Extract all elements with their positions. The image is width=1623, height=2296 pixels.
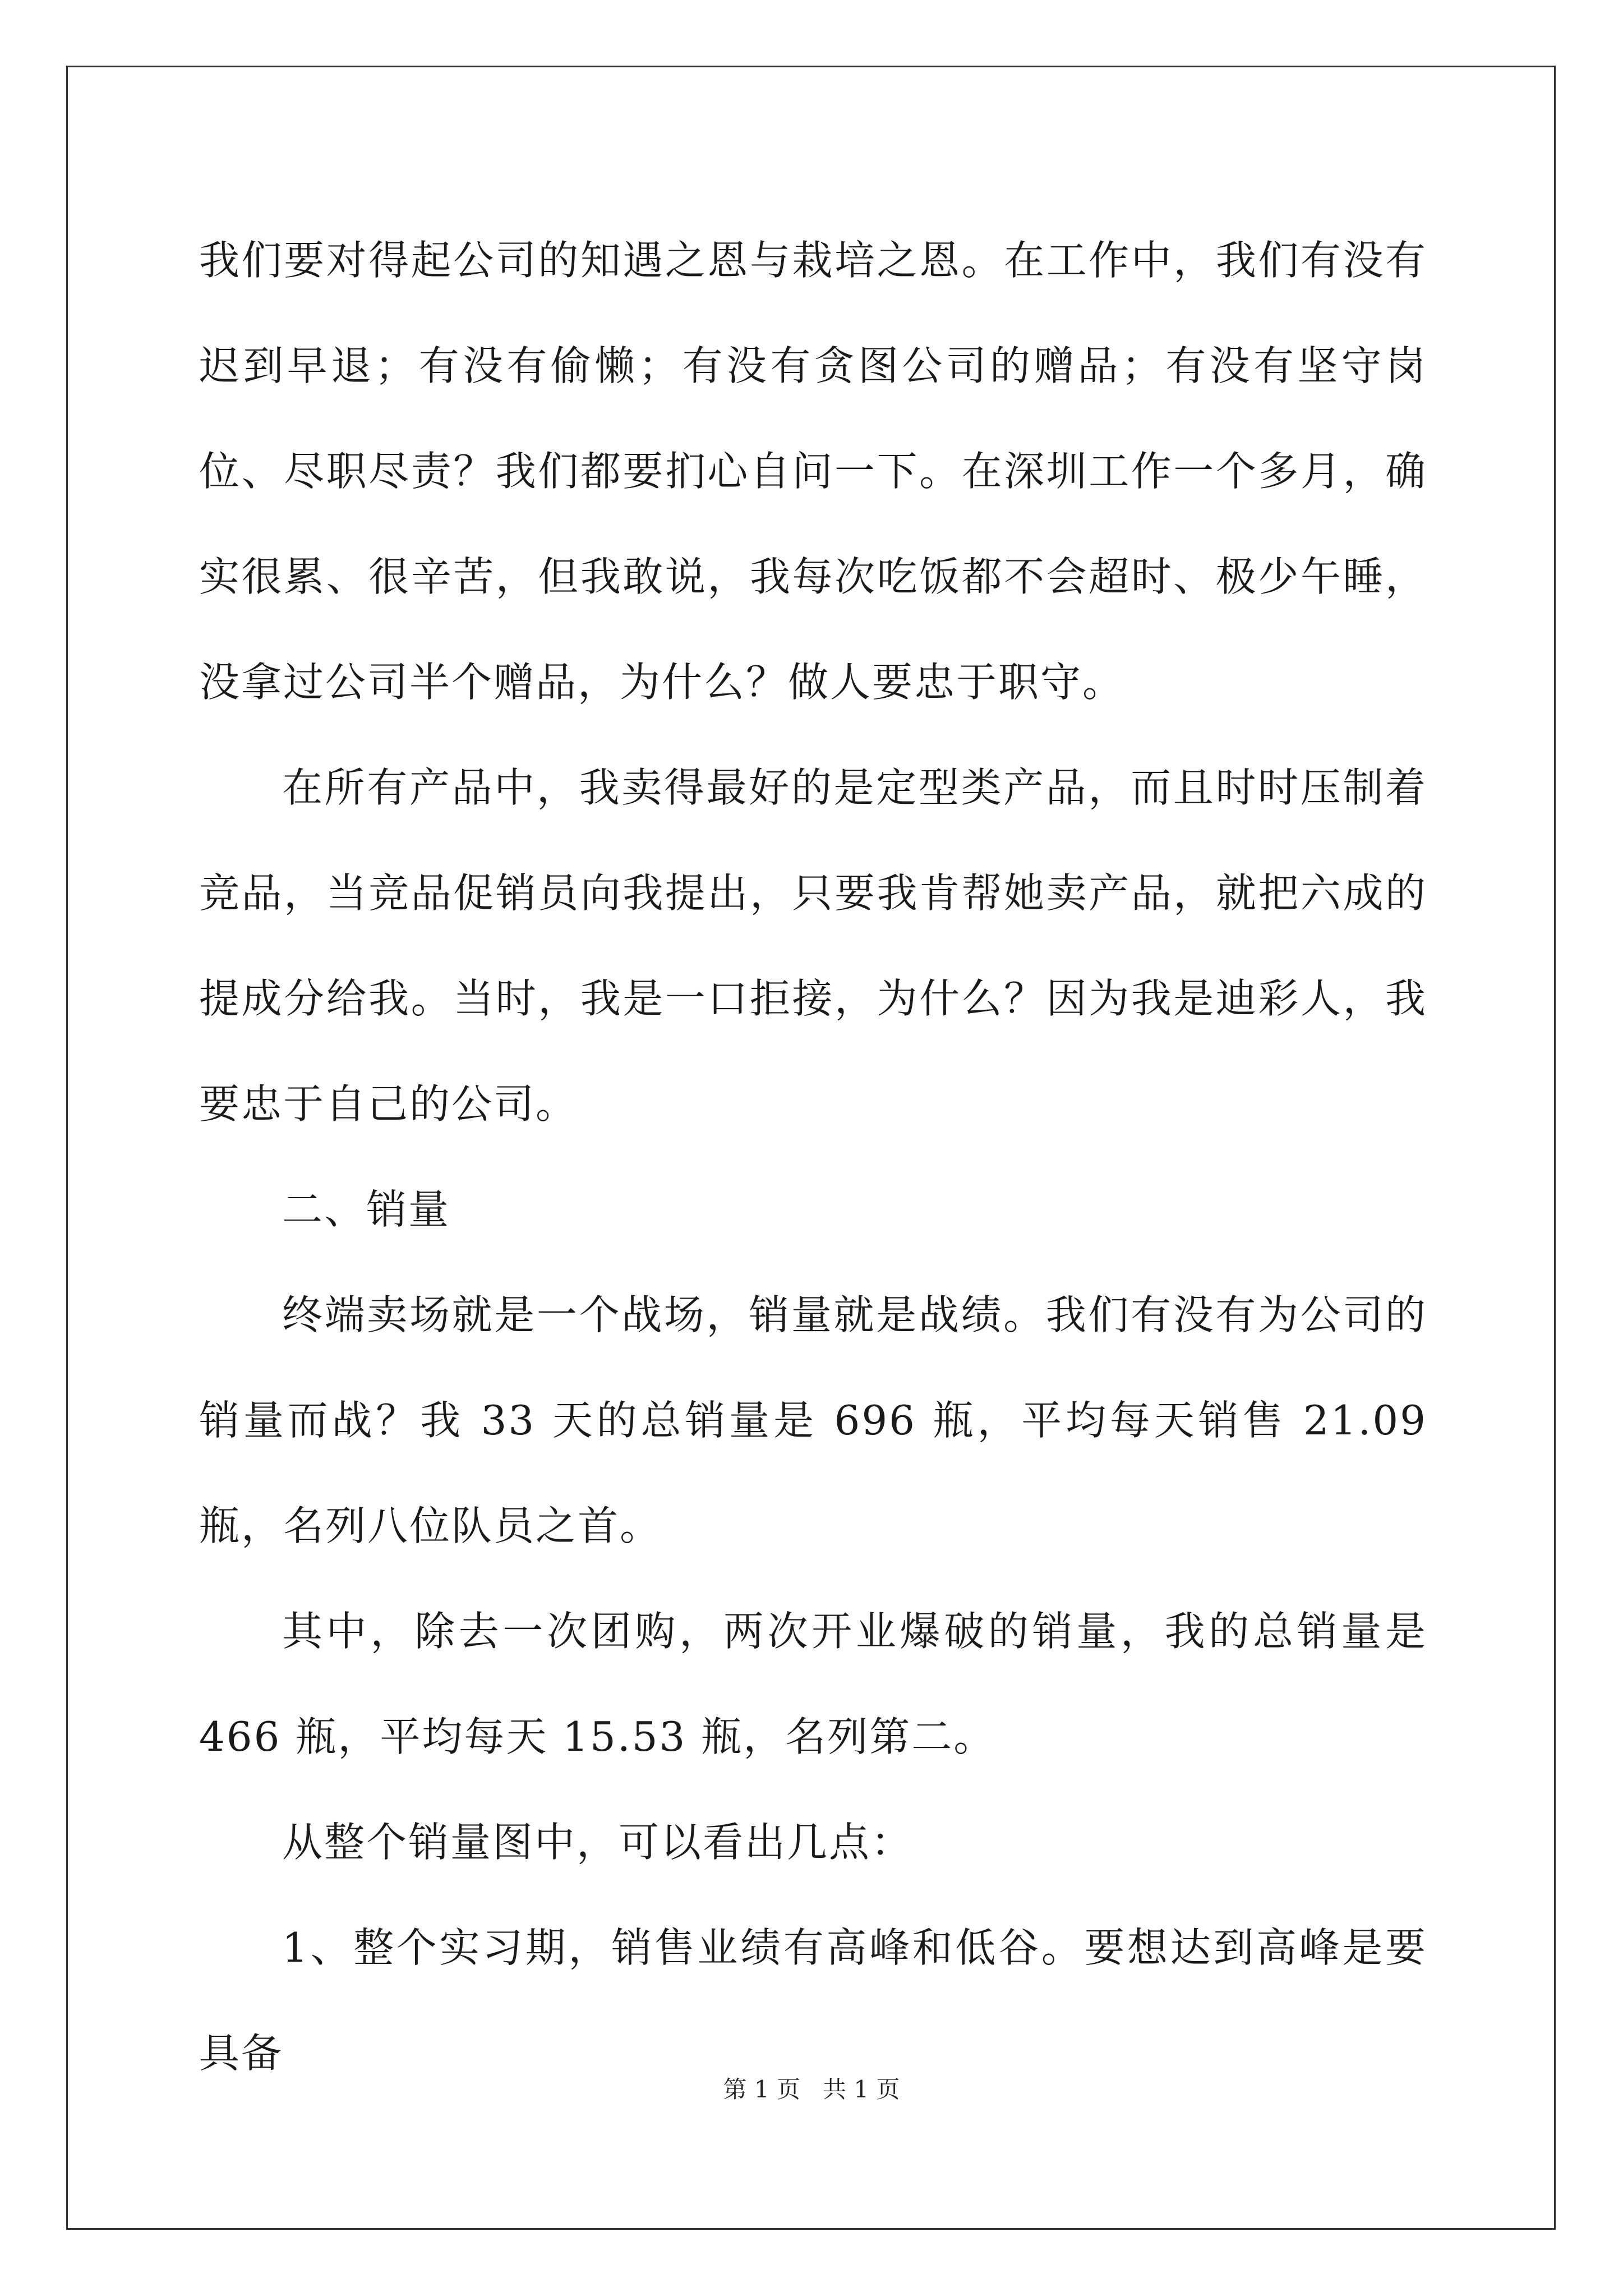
section-heading-sales: 二、销量 bbox=[282, 1186, 451, 1233]
paragraph-point-1: 1、整个实习期，销售业绩有高峰和低谷。要想达到高峰是要具备 bbox=[199, 1924, 1427, 2077]
paragraph-loyalty: 我们要对得起公司的知遇之恩与栽培之恩。在工作中，我们有没有迟到早退；有没有偷懒；有没有贪图公司的赠品；有没有坚守岗位、尽职尽责？我们都要扪心自问一下。在深圳工作一个多月，确实很累、很辛苦，但我敢说，我每次吃饭都不会超时、极少午睡，没拿过公司半个赠品，为什么？做人要忠于职守。 bbox=[199, 237, 1427, 706]
paragraph-competitor: 在所有产品中，我卖得最好的是定型类产品，而且时时压制着竞品，当竞品促销员向我提出，只要我肯帮她卖产品，就把六成的提成分给我。当时，我是一口拒接，为什么？因为我是迪彩人，我要忠于自己的公司。 bbox=[199, 764, 1427, 1128]
paragraph-sales-chart-intro: 从整个销量图中，可以看出几点： bbox=[282, 1819, 914, 1866]
paragraph-sales-total: 终端卖场就是一个战场，销量就是战绩。我们有没有为公司的销量而战？我 33 天的总销量是 696 瓶，平均每天销售 21.09 瓶，名列八位队员之首。 bbox=[199, 1291, 1427, 1549]
document-body bbox=[199, 208, 1427, 2106]
paragraph-sales-excluding: 其中，除去一次团购，两次开业爆破的销量，我的总销量是 466 瓶，平均每天 15.53 瓶，名列第二。 bbox=[199, 1608, 1427, 1760]
page-footer: 第 1 页 共 1 页 bbox=[723, 2076, 900, 2103]
